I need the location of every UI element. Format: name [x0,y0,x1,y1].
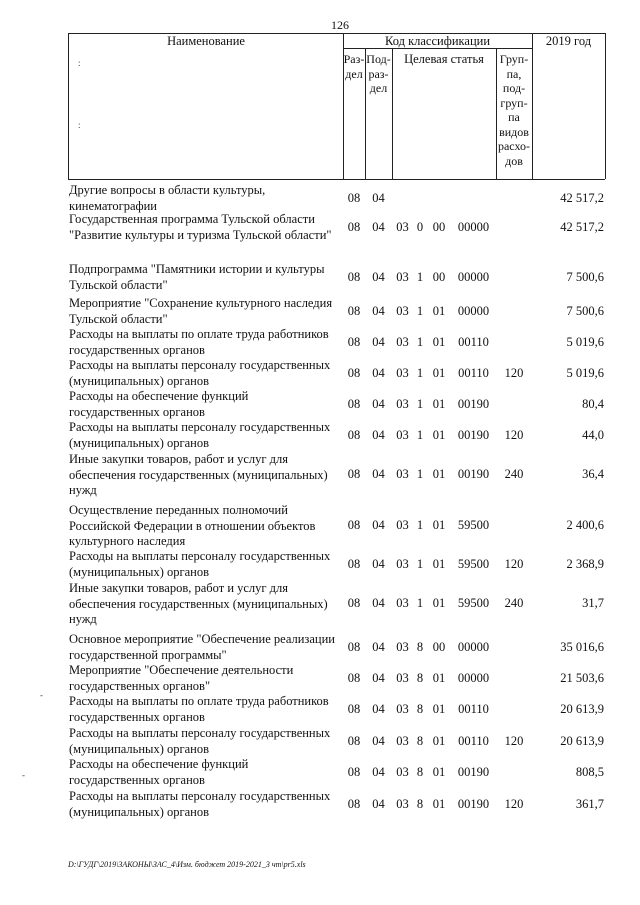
row-name: Государственная программа Тульской области "Развитие культуры и туризма Тульской области" [69,212,332,242]
header-year: 2019 год [545,34,592,48]
cell-pr: 04 [372,764,385,779]
cell-t3: 01 [432,427,446,442]
header-right-border [605,33,606,179]
scan-mark: - [22,770,25,780]
scan-mark: : [78,120,81,130]
header-col-divider [392,48,393,179]
cell-amount: 42 517,2 [560,190,604,205]
cell-t2: 1 [416,427,424,442]
row-name: Иные закупки товаров, работ и услуг для обеспечения государственных (муниципальных) нужд [69,581,328,626]
cell-pr: 04 [372,334,385,349]
cell-vr: 120 [504,365,524,380]
cell-amount: 7 500,6 [566,303,604,318]
cell-t2: 1 [416,596,424,611]
cell-t2: 1 [416,269,424,284]
cell-t2: 1 [416,303,424,318]
cell-t1: 03 [396,596,409,611]
row-name: Расходы на выплаты персоналу государственных (муниципальных) органов [69,420,331,450]
header-name: Наименование [167,34,245,48]
cell-t2: 1 [416,396,424,411]
cell-amount: 80,4 [582,396,604,411]
cell-amount: 21 503,6 [560,670,604,685]
cell-vr: 120 [504,427,524,442]
cell-rz: 08 [347,701,361,716]
cell-t4: 00110 [458,701,489,716]
cell-pr: 04 [372,467,385,482]
cell-rz: 08 [347,190,361,205]
cell-t2: 1 [416,467,424,482]
row-name: Мероприятие "Обеспечение деятельности государственных органов" [69,663,294,693]
cell-t1: 03 [396,518,409,533]
cell-t1: 03 [396,764,409,779]
cell-t1: 03 [396,219,409,234]
row-name: Подпрограмма "Памятники истории и культуры Тульской области" [69,262,325,292]
cell-rz: 08 [347,365,361,380]
cell-pr: 04 [372,639,385,654]
cell-amount: 35 016,6 [560,639,604,654]
cell-t1: 03 [396,701,409,716]
scan-mark: : [78,58,81,68]
row-name: Расходы на обеспечение функций государственных органов [69,757,249,787]
cell-amount: 361,7 [575,796,604,811]
cell-t3: 01 [432,365,446,380]
cell-rz: 08 [347,303,361,318]
row-name: Расходы на выплаты по оплате труда работников государственных органов [69,327,329,357]
header-col-divider [532,33,533,179]
cell-t2: 1 [416,556,424,571]
header-left-border [68,33,69,179]
cell-t4: 00110 [458,365,489,380]
cell-t4: 00000 [457,219,490,234]
cell-rz: 08 [347,596,361,611]
cell-t1: 03 [396,303,409,318]
cell-t4: 00190 [457,796,490,811]
cell-t4: 00110 [458,733,489,748]
cell-t3: 00 [432,639,446,654]
cell-pr: 04 [372,269,385,284]
cell-amount: 2 400,6 [566,518,604,533]
cell-t3: 01 [432,701,446,716]
cell-t2: 8 [416,701,424,716]
cell-rz: 08 [347,269,361,284]
cell-rz: 08 [347,427,361,442]
cell-rz: 08 [347,556,361,571]
cell-t2: 8 [416,639,424,654]
header-bottom-border [68,179,605,180]
cell-amount: 42 517,2 [560,219,604,234]
cell-t1: 03 [396,467,409,482]
cell-pr: 04 [372,596,385,611]
cell-amount: 5 019,6 [566,365,604,380]
cell-amount: 20 613,9 [560,733,604,748]
cell-t4: 00190 [457,427,490,442]
cell-vr: 240 [504,596,524,611]
cell-t3: 01 [432,596,446,611]
cell-t1: 03 [396,670,409,685]
cell-amount: 7 500,6 [566,269,604,284]
cell-t3: 01 [432,556,446,571]
cell-vr: 240 [504,467,524,482]
cell-t1: 03 [396,396,409,411]
cell-pr: 04 [372,396,385,411]
cell-t3: 01 [432,670,446,685]
cell-vr: 120 [504,556,524,571]
cell-rz: 08 [347,733,361,748]
cell-t4: 00000 [457,639,490,654]
cell-rz: 08 [347,467,361,482]
cell-amount: 2 368,9 [566,556,604,571]
header-podrazdel: Под- раз- дел [366,52,391,95]
cell-t2: 1 [416,334,424,349]
cell-t4: 00190 [457,764,490,779]
row-name: Расходы на выплаты персоналу государственных (муниципальных) органов [69,358,331,388]
cell-rz: 08 [347,219,361,234]
cell-t4: 59500 [457,518,490,533]
cell-vr: 120 [504,733,524,748]
cell-t1: 03 [396,365,409,380]
cell-t3: 00 [432,219,446,234]
cell-t2: 8 [416,764,424,779]
header-target-article: Целевая статья [404,52,484,66]
cell-pr: 04 [372,190,385,205]
cell-t2: 0 [416,219,424,234]
cell-pr: 04 [372,427,385,442]
cell-pr: 04 [372,733,385,748]
cell-pr: 04 [372,303,385,318]
cell-rz: 08 [347,670,361,685]
cell-t4: 00000 [457,269,490,284]
cell-rz: 08 [347,764,361,779]
cell-t1: 03 [396,796,409,811]
cell-amount: 20 613,9 [560,701,604,716]
cell-t3: 01 [432,467,446,482]
cell-rz: 08 [347,639,361,654]
row-name: Основное мероприятие "Обеспечение реализации государственной программы" [69,632,335,662]
cell-t4: 59500 [457,556,490,571]
row-name: Осуществление переданных полномочий Российской Федерации в отношении объектов культурного наследия [69,503,316,548]
cell-t3: 01 [432,733,446,748]
cell-pr: 04 [372,556,385,571]
cell-t2: 1 [416,365,424,380]
cell-pr: 04 [372,701,385,716]
scan-mark: - [40,690,43,700]
cell-pr: 04 [372,518,385,533]
cell-t2: 8 [416,796,424,811]
cell-t2: 8 [416,733,424,748]
row-name: Расходы на выплаты персоналу государственных (муниципальных) органов [69,549,331,579]
cell-t1: 03 [396,269,409,284]
cell-t4: 00000 [457,670,490,685]
cell-t2: 8 [416,670,424,685]
cell-rz: 08 [347,334,361,349]
cell-t1: 03 [396,556,409,571]
header-expense-group: Груп- па, под- груп- па видов расхо- дов [497,52,531,168]
cell-rz: 08 [347,396,361,411]
cell-t3: 01 [432,764,446,779]
cell-t1: 03 [396,733,409,748]
cell-t4: 00190 [457,467,490,482]
cell-rz: 08 [347,518,361,533]
cell-amount: 31,7 [582,596,604,611]
cell-t3: 01 [432,334,446,349]
cell-t3: 01 [432,796,446,811]
cell-t3: 00 [432,269,446,284]
row-name: Расходы на выплаты персоналу государственных (муниципальных) органов [69,789,331,819]
cell-amount: 808,5 [575,764,604,779]
cell-t2: 1 [416,518,424,533]
page-number: 126 [331,18,349,32]
cell-vr: 120 [504,796,524,811]
cell-pr: 04 [372,670,385,685]
cell-pr: 04 [372,219,385,234]
cell-t1: 03 [396,639,409,654]
cell-t1: 03 [396,427,409,442]
cell-t4: 00110 [458,334,489,349]
cell-pr: 04 [372,796,385,811]
header-razdel: Раз- дел [343,52,365,81]
cell-t1: 03 [396,334,409,349]
header-code: Код классификации [384,34,491,48]
row-name: Расходы на выплаты по оплате труда работников государственных органов [69,694,329,724]
cell-rz: 08 [347,796,361,811]
row-name: Расходы на обеспечение функций государственных органов [69,389,249,419]
cell-pr: 04 [372,365,385,380]
row-name: Мероприятие "Сохранение культурного наследия Тульской области" [69,296,333,326]
row-name: Другие вопросы в области культуры, кинематографии [69,183,266,213]
cell-amount: 44,0 [582,427,604,442]
file-path-footer: D:\ГУДГ\2019\ЗАКОНЫ\ЗАС_4\Изм. бюджет 2019-2021_3 чт\pr5.xls [68,860,306,869]
cell-amount: 5 019,6 [566,334,604,349]
cell-t3: 01 [432,396,446,411]
cell-amount: 36,4 [582,467,604,482]
cell-t4: 00000 [457,303,490,318]
cell-t3: 01 [432,518,446,533]
cell-t3: 01 [432,303,446,318]
cell-t4: 00190 [457,396,490,411]
row-name: Иные закупки товаров, работ и услуг для обеспечения государственных (муниципальных) нужд [69,452,328,497]
cell-t4: 59500 [457,596,490,611]
row-name: Расходы на выплаты персоналу государственных (муниципальных) органов [69,726,331,756]
